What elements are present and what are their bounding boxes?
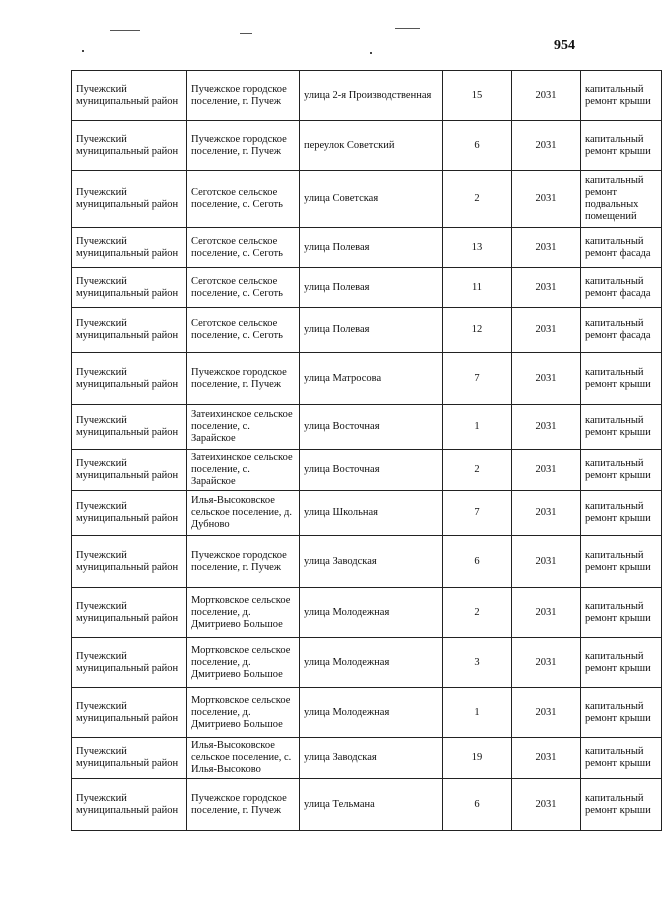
year-cell: 2031 [512, 171, 581, 228]
district-cell: Пучежский муниципальный район [72, 228, 187, 268]
settlement-cell: Сеготское сельское поселение, с. Сеготь [187, 308, 300, 353]
table-row [72, 353, 662, 405]
table-row [72, 171, 662, 228]
street-cell: улица Школьная [300, 491, 443, 536]
house-number-cell: 13 [443, 228, 512, 268]
year-cell: 2031 [512, 450, 581, 491]
street-cell: переулок Советский [300, 121, 443, 171]
house-number-cell: 7 [443, 353, 512, 405]
scan-mark [395, 28, 420, 29]
work-type-cell: капитальный ремонт крыши [581, 638, 662, 688]
work-type-cell: капитальный ремонт крыши [581, 353, 662, 405]
street-cell: улица Заводская [300, 536, 443, 588]
work-type-cell: капитальный ремонт фасада [581, 228, 662, 268]
year-cell: 2031 [512, 536, 581, 588]
table-row [72, 405, 662, 450]
table-row [72, 268, 662, 308]
street-cell: улица Восточная [300, 405, 443, 450]
house-number-cell: 3 [443, 638, 512, 688]
year-cell: 2031 [512, 121, 581, 171]
house-number-cell: 1 [443, 688, 512, 738]
house-number-cell: 1 [443, 405, 512, 450]
street-cell: улица Заводская [300, 738, 443, 779]
table-row [72, 738, 662, 779]
table-row [72, 491, 662, 536]
scan-dot [370, 52, 372, 54]
year-cell: 2031 [512, 268, 581, 308]
street-cell: улица Молодежная [300, 688, 443, 738]
street-cell: улица Полевая [300, 228, 443, 268]
scan-mark [240, 33, 252, 34]
district-cell: Пучежский муниципальный район [72, 588, 187, 638]
table-row [72, 228, 662, 268]
settlement-cell: Илья-Высоковское сельское поселение, д. Дубново [187, 491, 300, 536]
settlement-cell: Сеготское сельское поселение, с. Сеготь [187, 228, 300, 268]
work-type-cell: капитальный ремонт крыши [581, 491, 662, 536]
settlement-cell: Мортковское сельское поселение, д. Дмитриево Большое [187, 688, 300, 738]
settlement-cell: Пучежское городское поселение, г. Пучеж [187, 121, 300, 171]
house-number-cell: 2 [443, 450, 512, 491]
repair-schedule-table [71, 70, 662, 831]
district-cell: Пучежский муниципальный район [72, 405, 187, 450]
year-cell: 2031 [512, 308, 581, 353]
work-type-cell: капитальный ремонт крыши [581, 688, 662, 738]
table-row [72, 450, 662, 491]
scan-mark [110, 30, 140, 31]
house-number-cell: 12 [443, 308, 512, 353]
settlement-cell: Мортковское сельское поселение, д. Дмитриево Большое [187, 638, 300, 688]
year-cell: 2031 [512, 779, 581, 831]
district-cell: Пучежский муниципальный район [72, 536, 187, 588]
year-cell: 2031 [512, 228, 581, 268]
page-number: 954 [554, 38, 575, 53]
house-number-cell: 2 [443, 588, 512, 638]
house-number-cell: 6 [443, 779, 512, 831]
district-cell: Пучежский муниципальный район [72, 491, 187, 536]
table-row [72, 121, 662, 171]
table-row [72, 308, 662, 353]
settlement-cell: Пучежское городское поселение, г. Пучеж [187, 71, 300, 121]
year-cell: 2031 [512, 588, 581, 638]
work-type-cell: капитальный ремонт фасада [581, 308, 662, 353]
district-cell: Пучежский муниципальный район [72, 738, 187, 779]
district-cell: Пучежский муниципальный район [72, 450, 187, 491]
street-cell: улица Советская [300, 171, 443, 228]
year-cell: 2031 [512, 405, 581, 450]
street-cell: улица Восточная [300, 450, 443, 491]
work-type-cell: капитальный ремонт крыши [581, 71, 662, 121]
street-cell: улица Молодежная [300, 638, 443, 688]
district-cell: Пучежский муниципальный район [72, 638, 187, 688]
street-cell: улица 2-я Производственная [300, 71, 443, 121]
street-cell: улица Матросова [300, 353, 443, 405]
house-number-cell: 2 [443, 171, 512, 228]
district-cell: Пучежский муниципальный район [72, 71, 187, 121]
table-row [72, 536, 662, 588]
house-number-cell: 7 [443, 491, 512, 536]
district-cell: Пучежский муниципальный район [72, 121, 187, 171]
table-body [72, 71, 662, 831]
settlement-cell: Пучежское городское поселение, г. Пучеж [187, 779, 300, 831]
scan-dot [82, 50, 84, 52]
house-number-cell: 15 [443, 71, 512, 121]
work-type-cell: капитальный ремонт крыши [581, 450, 662, 491]
table-row [72, 688, 662, 738]
settlement-cell: Мортковское сельское поселение, д. Дмитриево Большое [187, 588, 300, 638]
house-number-cell: 19 [443, 738, 512, 779]
work-type-cell: капитальный ремонт крыши [581, 405, 662, 450]
settlement-cell: Илья-Высоковское сельское поселение, с. Илья-Высоково [187, 738, 300, 779]
settlement-cell: Пучежское городское поселение, г. Пучеж [187, 353, 300, 405]
settlement-cell: Пучежское городское поселение, г. Пучеж [187, 536, 300, 588]
settlement-cell: Сеготское сельское поселение, с. Сеготь [187, 268, 300, 308]
house-number-cell: 6 [443, 121, 512, 171]
year-cell: 2031 [512, 353, 581, 405]
district-cell: Пучежский муниципальный район [72, 171, 187, 228]
table-row [72, 638, 662, 688]
settlement-cell: Затеихинское сельское поселение, с. Зарайское [187, 450, 300, 491]
street-cell: улица Тельмана [300, 779, 443, 831]
street-cell: улица Молодежная [300, 588, 443, 638]
year-cell: 2031 [512, 688, 581, 738]
district-cell: Пучежский муниципальный район [72, 688, 187, 738]
house-number-cell: 6 [443, 536, 512, 588]
year-cell: 2031 [512, 491, 581, 536]
work-type-cell: капитальный ремонт крыши [581, 536, 662, 588]
settlement-cell: Затеихинское сельское поселение, с. Зарайское [187, 405, 300, 450]
work-type-cell: капитальный ремонт подвальных помещений [581, 171, 662, 228]
work-type-cell: капитальный ремонт фасада [581, 268, 662, 308]
district-cell: Пучежский муниципальный район [72, 353, 187, 405]
table-row [72, 588, 662, 638]
table-row [72, 779, 662, 831]
settlement-cell: Сеготское сельское поселение, с. Сеготь [187, 171, 300, 228]
work-type-cell: капитальный ремонт крыши [581, 588, 662, 638]
year-cell: 2031 [512, 738, 581, 779]
table-row [72, 71, 662, 121]
district-cell: Пучежский муниципальный район [72, 308, 187, 353]
district-cell: Пучежский муниципальный район [72, 268, 187, 308]
year-cell: 2031 [512, 71, 581, 121]
district-cell: Пучежский муниципальный район [72, 779, 187, 831]
street-cell: улица Полевая [300, 268, 443, 308]
house-number-cell: 11 [443, 268, 512, 308]
work-type-cell: капитальный ремонт крыши [581, 121, 662, 171]
street-cell: улица Полевая [300, 308, 443, 353]
work-type-cell: капитальный ремонт крыши [581, 779, 662, 831]
work-type-cell: капитальный ремонт крыши [581, 738, 662, 779]
year-cell: 2031 [512, 638, 581, 688]
